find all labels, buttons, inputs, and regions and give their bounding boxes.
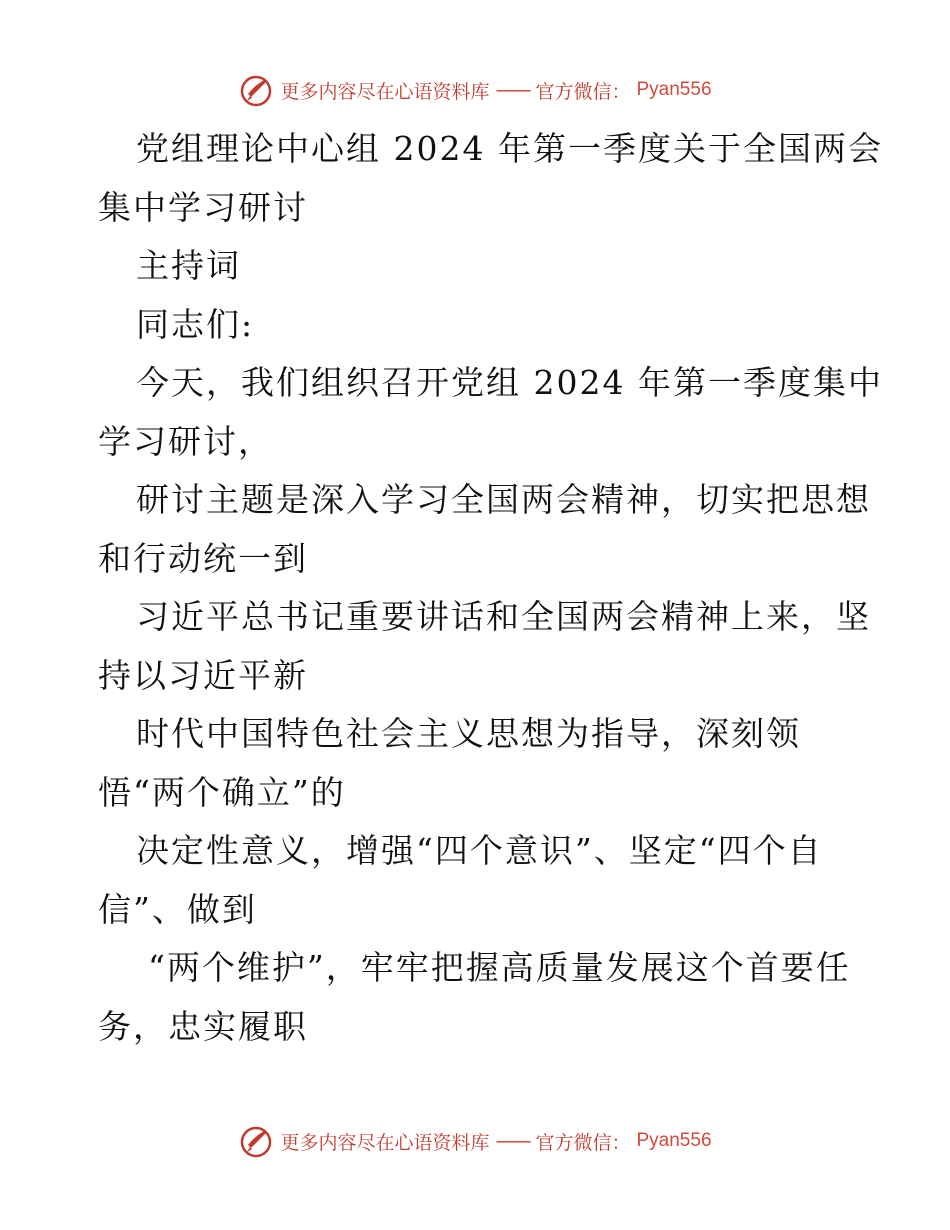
banner-dash: —— xyxy=(495,79,530,101)
paragraph-line: 务，忠实履职 xyxy=(98,1006,308,1046)
title-line-1: 党组理论中心组 2024 年第一季度关于全国两会 xyxy=(136,129,883,168)
header-banner xyxy=(0,72,950,108)
title-line-2: 集中学习研讨 xyxy=(98,187,308,227)
banner-text: 更多内容尽在心语资料库 xyxy=(280,1131,490,1154)
paragraph-line: 今天，我们组织召开党组 2024 年第一季度集中 xyxy=(136,363,883,402)
paragraph-line: 学习研讨， xyxy=(98,421,273,461)
footer-banner xyxy=(0,1123,950,1159)
banner-wechat-id: Pyan556 xyxy=(636,79,712,100)
paragraph-line: 持以习近平新 xyxy=(98,655,308,695)
banner-wechat-label: 官方微信： xyxy=(535,80,631,103)
salutation-line: 同志们: xyxy=(136,304,255,344)
paragraph-line: 习近平总书记重要讲话和全国两会精神上来，坚 xyxy=(136,597,871,636)
banner-text: 更多内容尽在心语资料库 xyxy=(280,80,490,103)
paragraph-line: 时代中国特色社会主义思想为指导，深刻领 xyxy=(136,714,801,753)
paragraph-line: 研讨主题是深入学习全国两会精神，切实把思想 xyxy=(136,480,871,519)
banner-wechat-id: Pyan556 xyxy=(636,1130,712,1151)
paragraph-line: “两个维护”，牢牢把握高质量发展这个首要任 xyxy=(148,948,851,987)
paragraph-line: 决定性意义，增强“四个意识”、坚定“四个自 xyxy=(136,831,823,870)
pen-logo-icon xyxy=(238,72,274,108)
banner-wechat-label: 官方微信： xyxy=(535,1131,631,1154)
paragraph-line: 和行动统一到 xyxy=(98,538,308,578)
banner-dash: —— xyxy=(495,1130,530,1152)
document-body xyxy=(98,120,883,1056)
pen-logo-icon xyxy=(238,1123,274,1159)
paragraph-line: 悟“两个确立”的 xyxy=(98,772,346,812)
paragraph-line: 信”、做到 xyxy=(98,889,257,929)
subtitle-line: 主持词 xyxy=(136,246,241,285)
